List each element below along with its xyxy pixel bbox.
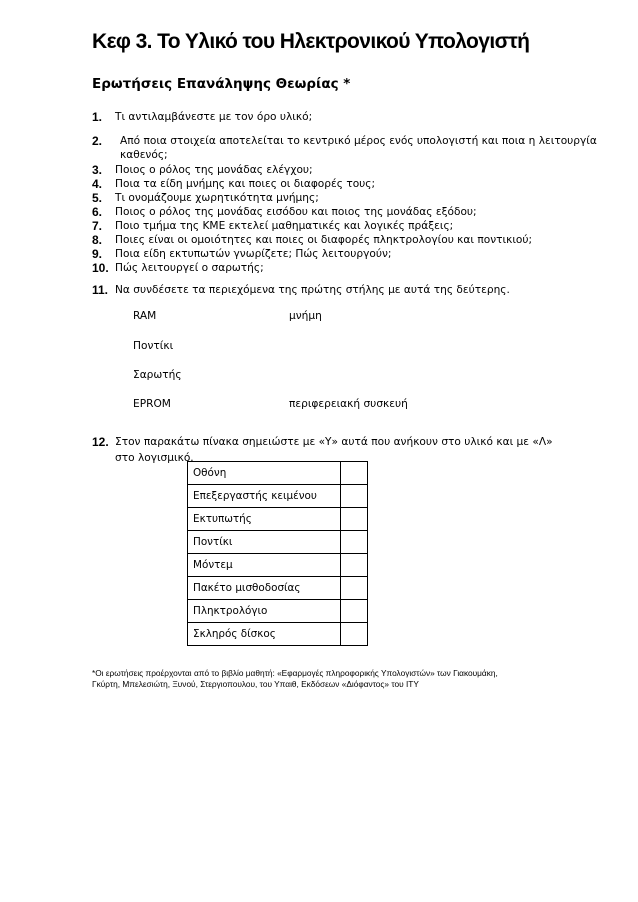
answer-cell[interactable] bbox=[341, 623, 368, 646]
table-row bbox=[188, 485, 368, 508]
question-text: Ποιος ο ρόλος της μονάδας ελέγχου; bbox=[115, 164, 313, 176]
item-label: Επεξεργαστής κειμένου bbox=[188, 485, 341, 508]
footnote bbox=[92, 668, 552, 690]
question-text: Ποιο τμήμα της ΚΜΕ εκτελεί μαθηματικές και λογικές πράξεις; bbox=[115, 220, 454, 232]
question-number: 2. bbox=[92, 134, 103, 148]
hardware-software-table bbox=[187, 461, 368, 646]
item-label: Μόντεμ bbox=[188, 554, 341, 577]
table-row bbox=[188, 577, 368, 600]
page-title: Κεφ 3. Το Υλικό του Ηλεκτρονικού Υπολογιστή bbox=[92, 30, 530, 53]
table-row bbox=[188, 462, 368, 485]
answer-cell[interactable] bbox=[341, 600, 368, 623]
answer-cell[interactable] bbox=[341, 485, 368, 508]
question-number: 12. bbox=[92, 435, 109, 449]
match-left-item: EPROM bbox=[133, 398, 171, 410]
question-text: Ποια είδη εκτυπωτών γνωρίζετε; Πώς λειτουργούν; bbox=[115, 248, 392, 260]
question-text: Από ποια στοιχεία αποτελείται το κεντρικό μέρος ενός υπολογιστή και ποια η λειτουργία bbox=[120, 135, 597, 147]
question-number: 7. bbox=[92, 219, 103, 233]
table-row bbox=[188, 600, 368, 623]
question-text: Τι ονομάζουμε χωρητικότητα μνήμης; bbox=[115, 192, 319, 204]
question-number: 4. bbox=[92, 177, 103, 191]
match-left-item: Σαρωτής bbox=[133, 369, 182, 381]
footnote-line: Γκύρτη, Μπελεσιώτη, Ξυνού, Στεργιοπουλου, του Υπαιθ, Εκδόσεων «Διόφαντος» του ΙΤΥ bbox=[92, 679, 419, 689]
question-number: 11. bbox=[92, 283, 109, 297]
question-number: 3. bbox=[92, 163, 103, 177]
item-label: Εκτυπωτής bbox=[188, 508, 341, 531]
question-text: Τι αντιλαμβάνεστε με τον όρο υλικό; bbox=[115, 111, 313, 123]
answer-cell[interactable] bbox=[341, 554, 368, 577]
table-row bbox=[188, 531, 368, 554]
question-text: Ποιες είναι οι ομοιότητες και ποιες οι διαφορές πληκτρολογίου και ποντικιού; bbox=[115, 234, 533, 246]
question-number: 10. bbox=[92, 261, 109, 275]
table-row bbox=[188, 508, 368, 531]
answer-cell[interactable] bbox=[341, 508, 368, 531]
item-label: Οθόνη bbox=[188, 462, 341, 485]
question-number: 9. bbox=[92, 247, 103, 261]
match-left-item: Ποντίκι bbox=[133, 340, 174, 352]
question-number: 6. bbox=[92, 205, 103, 219]
item-label: Πληκτρολόγιο bbox=[188, 600, 341, 623]
match-right-item: περιφερειακή συσκευή bbox=[289, 398, 408, 410]
question-text: Να συνδέσετε τα περιεχόμενα της πρώτης στήλης με αυτά της δεύτερης. bbox=[115, 284, 510, 296]
item-label: Σκληρός δίσκος bbox=[188, 623, 341, 646]
question-text: Ποια τα είδη μνήμης και ποιες οι διαφορές τους; bbox=[115, 178, 376, 190]
table-row bbox=[188, 623, 368, 646]
question-text-continued: καθενός; bbox=[120, 149, 168, 161]
section-subtitle: Ερωτήσεις Επανάληψης Θεωρίας * bbox=[92, 76, 351, 92]
item-label: Πακέτο μισθοδοσίας bbox=[188, 577, 341, 600]
question-text: Ποιος ο ρόλος της μονάδας εισόδου και ποιος της μονάδας εξόδου; bbox=[115, 206, 477, 218]
question-text: Στον παρακάτω πίνακα σημειώστε με «Υ» αυτά που ανήκουν στο υλικό και με «Λ» bbox=[115, 436, 553, 448]
question-number: 1. bbox=[92, 110, 103, 124]
question-text-continued: στο λογισμικό. bbox=[115, 452, 194, 464]
question-text: Πώς λειτουργεί ο σαρωτής; bbox=[115, 262, 264, 274]
answer-cell[interactable] bbox=[341, 462, 368, 485]
question-number: 8. bbox=[92, 233, 103, 247]
item-label: Ποντίκι bbox=[188, 531, 341, 554]
question-number: 5. bbox=[92, 191, 103, 205]
answer-cell[interactable] bbox=[341, 577, 368, 600]
footnote-line: *Οι ερωτήσεις προέρχονται από το βιβλίο μαθητή: «Εφαρμογές πληροφορικής Υπολογιστών» των Γιακουμάκη, bbox=[92, 668, 498, 678]
match-left-item: RAM bbox=[133, 310, 157, 322]
match-right-item: μνήμη bbox=[289, 310, 322, 322]
answer-cell[interactable] bbox=[341, 531, 368, 554]
table-row bbox=[188, 554, 368, 577]
